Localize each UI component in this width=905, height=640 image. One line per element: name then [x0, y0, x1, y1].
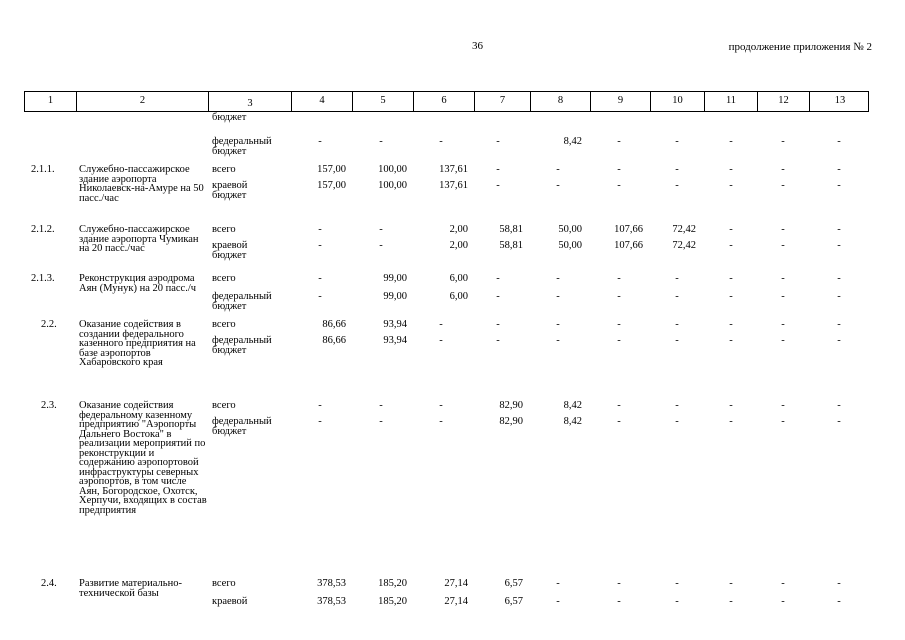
- cell-value: -: [379, 136, 383, 147]
- cell-value: -: [617, 273, 621, 284]
- cell-value: -: [781, 180, 785, 191]
- cell-value: -: [837, 291, 841, 302]
- cell-value: 82,90: [499, 416, 523, 427]
- budget-type: краевой: [212, 596, 248, 607]
- cell-value: -: [556, 596, 560, 607]
- row-number: 2.1.3.: [31, 273, 55, 284]
- cell-value: 27,14: [444, 596, 468, 607]
- cell-value: -: [617, 596, 621, 607]
- cell-value: 185,20: [378, 578, 407, 589]
- cell-value: -: [675, 291, 679, 302]
- row-description: Оказание содействия федеральному казенному предприятию "Аэропорты Дальнего Востока" в реализации мероприятий по реконструкции и содержанию аэропортовой инфраструктуры северных аэропортов, в том числе Аян, Богородское, Охотск, Херпучи, входящих в состав предприятия: [79, 400, 207, 516]
- cell-value: -: [729, 240, 733, 251]
- cell-value: 58,81: [499, 240, 523, 251]
- cell-value: -: [675, 335, 679, 346]
- cell-value: -: [556, 291, 560, 302]
- cell-value: -: [496, 319, 500, 330]
- cell-value: -: [781, 291, 785, 302]
- cell-value: -: [781, 164, 785, 175]
- cell-value: -: [439, 136, 443, 147]
- cell-value: -: [781, 335, 785, 346]
- cell-value: 86,66: [322, 335, 346, 346]
- cell-value: -: [439, 416, 443, 427]
- header-cell-4: 4: [292, 92, 353, 111]
- cell-value: -: [837, 180, 841, 191]
- cell-value: 2,00: [449, 240, 468, 251]
- cell-value: -: [496, 136, 500, 147]
- cell-value: 8,42: [563, 416, 582, 427]
- cell-value: -: [439, 319, 443, 330]
- cell-value: -: [556, 578, 560, 589]
- budget-type: краевой бюджет: [212, 180, 248, 201]
- cell-value: 50,00: [558, 240, 582, 251]
- cell-value: -: [729, 319, 733, 330]
- cell-value: 100,00: [378, 180, 407, 191]
- cell-value: 58,81: [499, 224, 523, 235]
- row-description: Служебно-пассажирское здание аэропорта Николаевск-на-Амуре на 50 пасс./час: [79, 164, 204, 204]
- cell-value: 6,57: [504, 578, 523, 589]
- cell-value: -: [556, 180, 560, 191]
- budget-type: краевой бюджет: [212, 240, 248, 261]
- cell-value: -: [675, 180, 679, 191]
- appendix-note: продолжение приложения № 2: [728, 41, 872, 53]
- header-cell-12: 12: [758, 92, 810, 111]
- cell-value: 86,66: [322, 319, 346, 330]
- cell-value: 72,42: [672, 224, 696, 235]
- cell-value: -: [675, 596, 679, 607]
- cell-value: -: [837, 335, 841, 346]
- budget-type: бюджет: [212, 112, 247, 123]
- cell-value: -: [837, 416, 841, 427]
- cell-value: -: [837, 240, 841, 251]
- header-cell-7: 7: [475, 92, 531, 111]
- cell-value: -: [617, 136, 621, 147]
- cell-value: -: [729, 335, 733, 346]
- cell-value: -: [837, 273, 841, 284]
- cell-value: -: [729, 180, 733, 191]
- cell-value: -: [439, 335, 443, 346]
- cell-value: -: [781, 596, 785, 607]
- cell-value: 100,00: [378, 164, 407, 175]
- cell-value: -: [837, 136, 841, 147]
- cell-value: 6,00: [449, 291, 468, 302]
- cell-value: -: [318, 224, 322, 235]
- cell-value: -: [675, 416, 679, 427]
- cell-value: 99,00: [383, 273, 407, 284]
- row-description: Служебно-пассажирское здание аэропорта Чумикан на 20 пасс./час: [79, 224, 199, 254]
- cell-value: -: [318, 273, 322, 284]
- cell-value: -: [675, 164, 679, 175]
- cell-value: -: [496, 291, 500, 302]
- row-number: 2.3.: [41, 400, 57, 411]
- cell-value: -: [781, 136, 785, 147]
- cell-value: 137,61: [439, 164, 468, 175]
- cell-value: -: [617, 180, 621, 191]
- cell-value: -: [837, 319, 841, 330]
- cell-value: -: [617, 400, 621, 411]
- cell-value: 157,00: [317, 164, 346, 175]
- row-number: 2.4.: [41, 578, 57, 589]
- cell-value: -: [729, 578, 733, 589]
- cell-value: -: [837, 596, 841, 607]
- cell-value: -: [496, 164, 500, 175]
- cell-value: -: [837, 578, 841, 589]
- row-description: Оказание содействия в создании федерального казенного предприятия на базе аэропортов Хабаровского края: [79, 319, 196, 368]
- cell-value: -: [617, 416, 621, 427]
- cell-value: -: [729, 400, 733, 411]
- cell-value: -: [675, 273, 679, 284]
- cell-value: -: [781, 224, 785, 235]
- cell-value: -: [729, 224, 733, 235]
- header-cell-1: 1: [25, 92, 77, 111]
- cell-value: -: [496, 335, 500, 346]
- cell-value: -: [379, 224, 383, 235]
- header-cell-10: 10: [651, 92, 705, 111]
- cell-value: -: [556, 335, 560, 346]
- row-description: Развитие материально-технической базы: [79, 578, 182, 599]
- cell-value: 107,66: [614, 240, 643, 251]
- budget-type: всего: [212, 400, 236, 411]
- budget-type: всего: [212, 319, 236, 330]
- budget-type: федеральный бюджет: [212, 416, 272, 437]
- cell-value: -: [837, 400, 841, 411]
- cell-value: -: [837, 164, 841, 175]
- cell-value: -: [781, 319, 785, 330]
- header-cell-5: 5: [353, 92, 414, 111]
- cell-value: 6,57: [504, 596, 523, 607]
- cell-value: -: [318, 416, 322, 427]
- budget-type: всего: [212, 578, 236, 589]
- cell-value: -: [617, 291, 621, 302]
- budget-type: федеральный бюджет: [212, 291, 272, 312]
- cell-value: 185,20: [378, 596, 407, 607]
- cell-value: -: [781, 578, 785, 589]
- cell-value: -: [617, 319, 621, 330]
- cell-value: 50,00: [558, 224, 582, 235]
- cell-value: -: [556, 319, 560, 330]
- cell-value: 27,14: [444, 578, 468, 589]
- header-cell-6: 6: [414, 92, 475, 111]
- cell-value: -: [556, 273, 560, 284]
- page-number: 36: [472, 40, 483, 52]
- cell-value: -: [729, 136, 733, 147]
- cell-value: -: [675, 400, 679, 411]
- cell-value: -: [729, 416, 733, 427]
- cell-value: -: [379, 240, 383, 251]
- cell-value: 157,00: [317, 180, 346, 191]
- header-cell-3: 3: [209, 92, 292, 111]
- cell-value: -: [729, 273, 733, 284]
- cell-value: -: [781, 273, 785, 284]
- cell-value: 93,94: [383, 335, 407, 346]
- table-header: [24, 91, 869, 112]
- cell-value: -: [781, 240, 785, 251]
- header-cell-11: 11: [705, 92, 758, 111]
- header-cell-8: 8: [531, 92, 591, 111]
- cell-value: -: [617, 578, 621, 589]
- row-number: 2.2.: [41, 319, 57, 330]
- cell-value: -: [496, 180, 500, 191]
- cell-value: -: [675, 319, 679, 330]
- cell-value: 82,90: [499, 400, 523, 411]
- cell-value: 8,42: [563, 400, 582, 411]
- cell-value: -: [318, 136, 322, 147]
- cell-value: -: [675, 578, 679, 589]
- cell-value: -: [439, 400, 443, 411]
- budget-type: федеральный бюджет: [212, 335, 272, 356]
- cell-value: 72,42: [672, 240, 696, 251]
- cell-value: -: [675, 136, 679, 147]
- header-cell-13: 13: [834, 95, 846, 106]
- budget-type: всего: [212, 164, 236, 175]
- budget-type: всего: [212, 224, 236, 235]
- budget-type: федеральный бюджет: [212, 136, 272, 157]
- cell-value: 2,00: [449, 224, 468, 235]
- row-description: Реконструкция аэродрома Аян (Мунук) на 20 пасс./ч: [79, 273, 197, 294]
- header-cell-2: 2: [77, 92, 209, 111]
- cell-value: 8,42: [563, 136, 582, 147]
- cell-value: -: [318, 240, 322, 251]
- cell-value: -: [781, 416, 785, 427]
- row-number: 2.1.2.: [31, 224, 55, 235]
- cell-value: -: [781, 400, 785, 411]
- cell-value: -: [379, 416, 383, 427]
- header-cell-9: 9: [591, 92, 651, 111]
- cell-value: 93,94: [383, 319, 407, 330]
- cell-value: -: [379, 400, 383, 411]
- cell-value: 378,53: [317, 596, 346, 607]
- cell-value: -: [556, 164, 560, 175]
- cell-value: -: [729, 291, 733, 302]
- cell-value: -: [729, 164, 733, 175]
- cell-value: -: [496, 273, 500, 284]
- cell-value: 378,53: [317, 578, 346, 589]
- cell-value: 137,61: [439, 180, 468, 191]
- budget-type: всего: [212, 273, 236, 284]
- cell-value: 99,00: [383, 291, 407, 302]
- cell-value: -: [318, 400, 322, 411]
- cell-value: 107,66: [614, 224, 643, 235]
- cell-value: -: [617, 335, 621, 346]
- row-number: 2.1.1.: [31, 164, 55, 175]
- cell-value: -: [729, 596, 733, 607]
- cell-value: -: [318, 291, 322, 302]
- cell-value: -: [837, 224, 841, 235]
- cell-value: 6,00: [449, 273, 468, 284]
- cell-value: -: [617, 164, 621, 175]
